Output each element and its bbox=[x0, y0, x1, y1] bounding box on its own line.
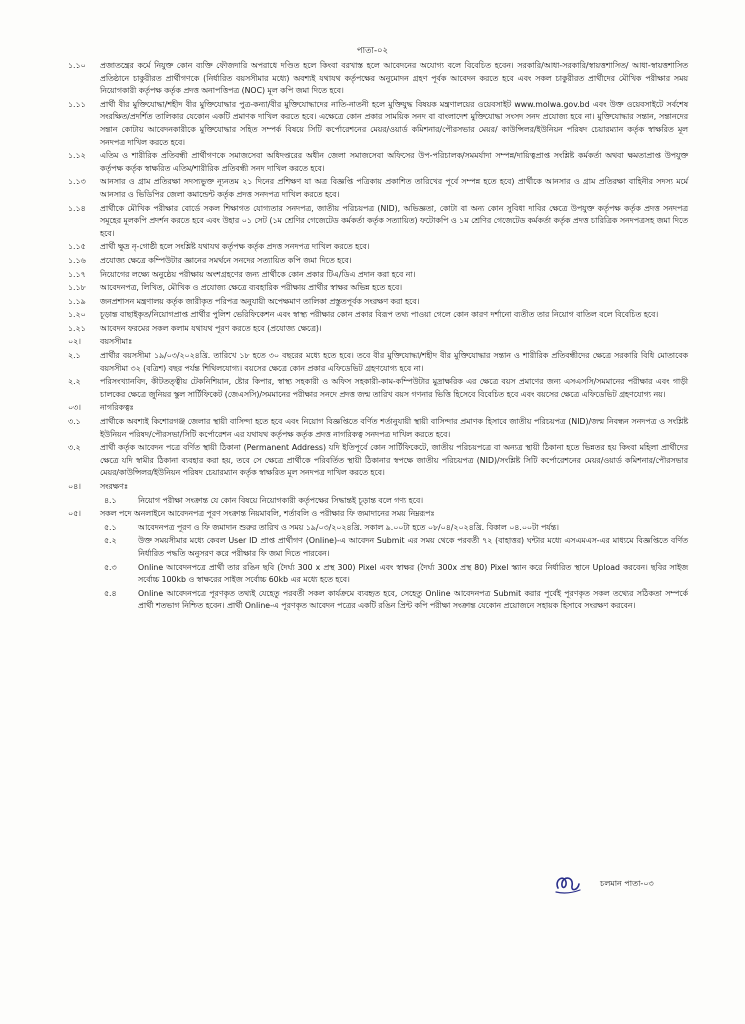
clause-item bbox=[68, 309, 688, 322]
clause-text: আনসার ও গ্রাম প্রতিরক্ষা সদস্যভুক্ত ন্যূনতম ২১ দিনের প্রশিক্ষণ যা অত্র বিজ্ঞপ্তি পত্রিকায় প্রকাশিত তারিখের পূর্বে সম্পন্ন হতে হবে) প্রার্থীকে আনসার ও গ্রাম প্রতিরক্ষা বাহিনীর সদস্য মর্মে আনসার ও ভিডিপির জেলা কমান্ডেন্ট কর্তৃক প্রদত্ত সনদপত্র দাখিল করতে হবে। bbox=[100, 177, 688, 199]
section-5-heading bbox=[68, 508, 688, 521]
clause-text: পরিসংখ্যানবিদ, কীটতত্ত্বীয় টেকনিশিয়ান, ষ্টোর কিপার, স্বাস্থ্য সহকারী ও অফিস সহকারী-কাম-কম্পিউটার মুদ্রাক্ষরিক এর ক্ষেত্রে বয়স প্রমাণের জন্য এসএসসি/সমমানের পরীক্ষার এবং গাড়ী চালকের ক্ষেত্রে জুনিয়র স্কুল সার্টিফিকেট (জেএসসি)/সমমানের পরীক্ষার সনদে প্রদত্ত জন্ম তারিখ বয়স গণনার ভিত্তি হিসেবে বিবেচিত হবে এবং বয়সের ক্ষেত্রে এফিডেভিট গ্রহণযোগ্য নয়। bbox=[100, 377, 688, 399]
clause-number: ১.১৩ bbox=[68, 177, 86, 187]
section-number: ০৪। bbox=[68, 482, 81, 491]
clause-item bbox=[68, 176, 688, 201]
clause-text: নিয়োগের লক্ষ্যে অনুষ্ঠেয় পরীক্ষায় অংশগ্রহণের জন্য প্রার্থীকে কোন প্রকার টিএ/ডিএ প্রদান করা হবে না। bbox=[100, 269, 416, 279]
document-body bbox=[68, 60, 688, 614]
clause-text: আবেদন ফরমের সকল কলাম যথাযথ পূরণ করতে হবে (প্রযোজ্য ক্ষেত্রে)। bbox=[100, 323, 322, 333]
clause-text: চূড়ান্ত বাছাইকৃত/নিয়োগপ্রাপ্ত প্রার্থীর পুলিশ ভেরিফিকেশন এবং স্বাস্থ্য পরীক্ষার কোন প্রকার বিরূপ তথ্য পাওয়া গেলে কোন কারণ দর্শানো ব্যতীত তার নিয়োগ বাতিল বলে বিবেচিত হবে। bbox=[100, 310, 659, 320]
continued-note: চলমান পাতা-০৩ bbox=[600, 879, 654, 888]
clause-item bbox=[68, 99, 688, 149]
clause-number: ১.১২ bbox=[68, 151, 86, 161]
clause-number: ২.১ bbox=[68, 351, 81, 361]
clause-text: জনপ্রশাসন মন্ত্রণালয় কর্তৃক জারীকৃত পরিপত্র অনুযায়ী অপেক্ষমাণ তালিকা প্রস্তুতপূর্বক সংরক্ষণ করা হবে। bbox=[100, 296, 420, 306]
section-title: নাগরিকত্বঃ bbox=[100, 403, 134, 413]
clause-item bbox=[68, 241, 688, 254]
clause-number: ১.১৭ bbox=[68, 269, 86, 279]
clause-text: প্রার্থীকে অবশ্যই কিশোরগঞ্জ জেলার স্থায়ী বাসিন্দা হতে হবে এবং নিয়োগ বিজ্ঞপ্তিতে বর্ণিত শর্তানুযায়ী স্থায়ী বাসিন্দার প্রমাণক হিসাবে জাতীয় পরিচয়পত্র (NID)/জন্ম নিবন্ধন সনদপত্র ও সংশ্লিষ্ট ইউনিয়ন পরিষদ/পৌরসভা/সিটি কর্পোরেশন এর যথাযথ কর্তৃপক্ষ কর্তৃক প্রদত্ত নাগরিকত্ব সনদপত্র দাখিল করতে হবে। bbox=[100, 417, 688, 439]
section-4-heading bbox=[68, 481, 688, 494]
section-3-heading bbox=[68, 402, 688, 415]
clause-number: ৩.২ bbox=[68, 443, 81, 453]
clause-item bbox=[68, 203, 688, 241]
clause-text: Online আবেদনপত্রে পূরণকৃত তথ্যই যেহেতু পরবর্তী সকল কার্যক্রমে ব্যবহৃত হবে, সেহেতু Online আবেদনপত্র Submit করার পূর্বেই পূরণকৃত সকল তথ্যের সঠিকতা সম্পর্কে প্রার্থী শতভাগ নিশ্চিত হবেন। প্রার্থী Online-এ পূরণকৃত আবেদন পত্রের একটি রঙিন প্রিন্ট কপি পরীক্ষা সংক্রান্ত যেকোন প্রয়োজনে সহায়ক হিসাবে সংরক্ষণ করবেন। bbox=[138, 588, 688, 611]
clause-text: প্রার্থী ক্ষুদ্র নৃ-গোষ্ঠী হলে সংশ্লিষ্ট যথাযথ কর্তৃপক্ষ কর্তৃক প্রদত্ত সনদপত্র দাখিল করতে হবে। bbox=[100, 242, 370, 252]
clause-item bbox=[68, 442, 688, 480]
section-title: সংরক্ষণঃ bbox=[100, 482, 128, 491]
clause-item bbox=[68, 350, 688, 375]
clause-number: ৫.৩ bbox=[104, 562, 117, 572]
clause-number: ৪.১ bbox=[104, 495, 117, 505]
clause-number: ৫.৪ bbox=[104, 588, 117, 598]
clause-text: আবেদনপত্র পূরণ ও ফি জমাদান শুরুর তারিখ ও সময় ১৯/০৩/২০২৪খ্রি. সকাল ৯.০০টা হতে ০৮/০৪/২০২৪খ্রি. বিকাল ০৪.০০টা পর্যন্ত। bbox=[138, 522, 559, 532]
page-number: পাতা-০২ bbox=[356, 46, 389, 56]
clause-text: উক্ত সময়সীমার মধ্যে কেবল User ID প্রাপ্ত প্রার্থীগণ (Online)-এ আবেদন Submit এর সময় থেকে পরবর্তী ৭২ (বাহাত্তর) ঘন্টার মধ্যে এসএমএস-এর মাধ্যমে বিজ্ঞপ্তিতে বর্ণিত নির্ধারিত পদ্ধতি অনুসরণ করে পরীক্ষার ফি জমা দিতে পারবেন। bbox=[138, 536, 688, 558]
clause-item bbox=[68, 562, 688, 587]
clause-text: প্রজাতন্ত্রের কর্মে নিযুক্ত কোন ব্যক্তি ফৌজদারি অপরাধে দণ্ডিত হলে কিংবা বরখাস্ত হলে আবেদনের অযোগ্য বলে বিবেচিত হবেন। সরকারি/আধা-সরকারি/স্বায়ত্তশাসিত/ আধা-স্বায়ত্তশাসিত প্রতিষ্ঠানে চাকুরীরত প্রার্থীগণকে (নির্ধারিত বয়সসীমার মধ্যে) অবশ্যই যথাযথ কর্তৃপক্ষের অনুমোদন গ্রহণ পূর্বক আবেদন করতে হবে এবং সকল চাকুরীরত প্রার্থীদের মৌখিক পরীক্ষার সময় নিয়োগকারী কর্তৃপক্ষ কর্তৃক প্রদত্ত অনাপত্তিপত্র (NOC) মূল কপি জমা দিতে হবে। bbox=[100, 61, 688, 96]
clause-item bbox=[68, 282, 688, 295]
clause-text: নিয়োগ পরীক্ষা সংক্রান্ত যে কোন বিষয়ে নিয়োগকারী কর্তৃপক্ষের সিদ্ধান্তই চূড়ান্ত বলে গণ্য হবে। bbox=[138, 495, 424, 505]
clause-number: ১.২০ bbox=[68, 310, 86, 320]
clause-number: ১.১৬ bbox=[68, 255, 86, 265]
clause-number: ১.১৪ bbox=[68, 203, 86, 213]
clause-item bbox=[68, 495, 688, 508]
section-2-heading bbox=[68, 336, 688, 349]
clause-text: এতিম ও শারীরিক প্রতিবন্ধী প্রার্থীগণকে সমাজসেবা অধিদপ্তরের অধীন জেলা সমাজসেবা অফিসের উপ-পরিচালক/সমমর্যাদা সম্পন্ন/দায়িত্বপ্রাপ্ত সংশ্লিষ্ট কর্মকর্তা অথবা ক্ষমতাপ্রাপ্ত উপযুক্ত কর্তৃপক্ষ কর্তৃক স্বাক্ষরিত এতিম/শারীরিক প্রতিবন্ধী সনদ দাখিল করতে হবে। bbox=[100, 151, 688, 173]
clause-item bbox=[68, 588, 688, 613]
section-title: বয়সসীমাঃ bbox=[100, 337, 133, 347]
clause-item bbox=[68, 535, 688, 560]
clause-item bbox=[68, 416, 688, 441]
clause-number: ২.২ bbox=[68, 377, 81, 387]
clause-list-3 bbox=[68, 416, 688, 480]
clause-text: আবেদনপত্র, লিখিত, মৌখিক ও প্রযোজ্য ক্ষেত্রে ব্যবহারিক পরীক্ষায় প্রার্থীর স্বাক্ষর অভিন্ন হতে হবে। bbox=[100, 283, 403, 293]
clause-number: ১.১৮ bbox=[68, 283, 86, 293]
clause-item bbox=[68, 296, 688, 309]
clause-number: ১.১১ bbox=[68, 99, 86, 109]
clause-text: প্রার্থী বীর মুক্তিযোদ্ধা/শহীদ বীর মুক্তিযোদ্ধার পুত্র-কন্যা/বীর মুক্তিযোদ্ধাদের নাতি-নাতনী হলে মুক্তিযুদ্ধ বিষয়ক মন্ত্রণালয়ের ওয়েবসাইট www.molwa.gov.bd এবং উক্ত ওয়েবসাইটে সর্বশেষ সংরক্ষিত/প্রদর্শিত তালিকার যেকোন একটি প্রমাণক দাখিল করতে হবে। এক্ষেত্রে কোন প্রকার সাময়িক সনদ বা বাংলাদেশ মুক্তিযোদ্ধা সংসদ সনদ প্রযোজ্য হবে না। মুক্তিযোদ্ধার সন্তান, সন্তানদের সন্তান কোটায় আবেদনকারীকে মুক্তিযোদ্ধার সহিত সম্পর্ক বিষয়ে সিটি কর্পোরেশনের মেয়র/ওয়ার্ড কমিশনার/পৌরসভার মেয়র/ কাউন্সিলর/ইউনিয়ন পরিষদ চেয়ারম্যান কর্তৃক স্বাক্ষরিত মূল সনদপত্র দাখিল করতে হবে। bbox=[100, 99, 688, 147]
clause-item bbox=[68, 60, 688, 98]
clause-list-4 bbox=[68, 495, 688, 508]
section-number: ০৩। bbox=[68, 403, 81, 413]
clause-number: ৫.২ bbox=[104, 536, 117, 546]
clause-list-1 bbox=[68, 60, 688, 335]
clause-number: ৫.১ bbox=[104, 522, 117, 532]
clause-item bbox=[68, 376, 688, 401]
section-title: সকল পদে অনলাইনে আবেদনপত্র পূরণ সংক্রান্ত নিয়মাবলি, শর্তাবলি ও পরীক্ষার ফি জমাদানের সময় নিম্নরূপঃ bbox=[100, 509, 435, 519]
signature-mark bbox=[552, 870, 582, 896]
clause-number: ৩.১ bbox=[68, 417, 81, 427]
clause-list-5 bbox=[68, 522, 688, 613]
clause-text: প্রার্থী কর্তৃক আবেদন পত্রে বর্ণিত স্থায়ী ঠিকানা (Permanent Address) যদি ইতিপূর্বে কোন সার্টিফিকেটে, জাতীয় পরিচয়পত্রে বা অন্যত্র স্থায়ী ঠিকানা হতে ভিন্নতর হয় কিংবা মহিলা প্রার্থীদের ক্ষেত্রে যদি স্বামীর ঠিকানা ব্যবহার করা হয়, তবে সে ক্ষেত্রে প্রার্থীকে পরিবর্তিত স্থায়ী ঠিকানার স্বপক্ষে জাতীয় পরিচয়পত্র (NID)/সংশ্লিষ্ট সিটি কর্পোরেশনের মেয়র/ওয়ার্ড কমিশনার/পৌরসভার মেয়র/কাউন্সিলর/ইউনিয়ন পরিষদ চেয়ারম্যান কর্তৃক স্বাক্ষরিত মূল সনদপত্র দাখিল করতে হবে। bbox=[100, 443, 688, 478]
clause-text: Online আবেদনপত্রে প্রার্থী তার রঙিন ছবি (দৈর্ঘ্য 300 x প্রস্থ 300) Pixel এবং স্বাক্ষর (দৈর্ঘ্য 300x প্রস্থ 80) Pixel স্ক্যান করে নির্ধারিত স্থানে Upload করবেন। ছবির সাইজ সর্বোচ্চ 100kb ও স্বাক্ষরের সাইজ সর্বোচ্চ 60kb এর মধ্যে হতে হবে। bbox=[138, 562, 688, 585]
clause-text: প্রার্থীকে মৌখিক পরীক্ষার বোর্ডে সকল শিক্ষাগত যোগ্যতার সনদপত্র, জাতীয় পরিচয়পত্র (NID), অভিজ্ঞতা, কোটা বা অন্য কোন সুবিধা দাবির ক্ষেত্রে উপযুক্ত কর্তৃপক্ষ কর্তৃক প্রদত্ত সনদপত্র সমূহের মূলকপি প্রদর্শন করতে হবে এবং উহার ০১ সেট (১ম শ্রেণির গেজেটেড কর্মকর্তা কর্তৃক সত্যায়িত) ফটোকপি ও ১ম শ্রেণির গেজেটেড কর্মকর্তা কর্তৃক প্রদত্ত চারিত্রিক সনদপত্রসহ জমা দিতে হবে। bbox=[100, 203, 688, 238]
clause-number: ১.১০ bbox=[68, 61, 86, 70]
clause-number: ১.১৫ bbox=[68, 242, 86, 252]
clause-number: ১.১৯ bbox=[68, 296, 86, 306]
clause-item bbox=[68, 255, 688, 268]
section-number: ০২। bbox=[68, 337, 81, 347]
clause-item bbox=[68, 269, 688, 282]
clause-text: প্রযোজ্য ক্ষেত্রে কম্পিউটার জ্ঞানের সমর্থনে সনদের সত্যায়িত কপি জমা দিতে হবে। bbox=[100, 255, 352, 265]
clause-text: প্রার্থীর বয়সসীমা ১৯/০৩/২০২৪খ্রি. তারিখে ১৮ হতে ৩০ বছরের মধ্যে হতে হবে। তবে বীর মুক্তিযোদ্ধা/শহীদ বীর মুক্তিযোদ্ধার সন্তান ও শারীরিক প্রতিবন্ধীদের ক্ষেত্রে সরকারি বিধি মোতাবেক বয়সসীমা ৩২ (বত্রিশ) বছর পর্যন্ত শিথিলযোগ্য। বয়সের ক্ষেত্রে কোন প্রকার এফিডেভিট গ্রহণযোগ্য হবে না। bbox=[100, 351, 688, 373]
clause-list-2 bbox=[68, 350, 688, 401]
clause-item bbox=[68, 323, 688, 336]
clause-item bbox=[68, 522, 688, 535]
clause-item bbox=[68, 150, 688, 175]
clause-number: ১.২১ bbox=[68, 323, 86, 333]
section-number: ০৫। bbox=[68, 509, 81, 519]
